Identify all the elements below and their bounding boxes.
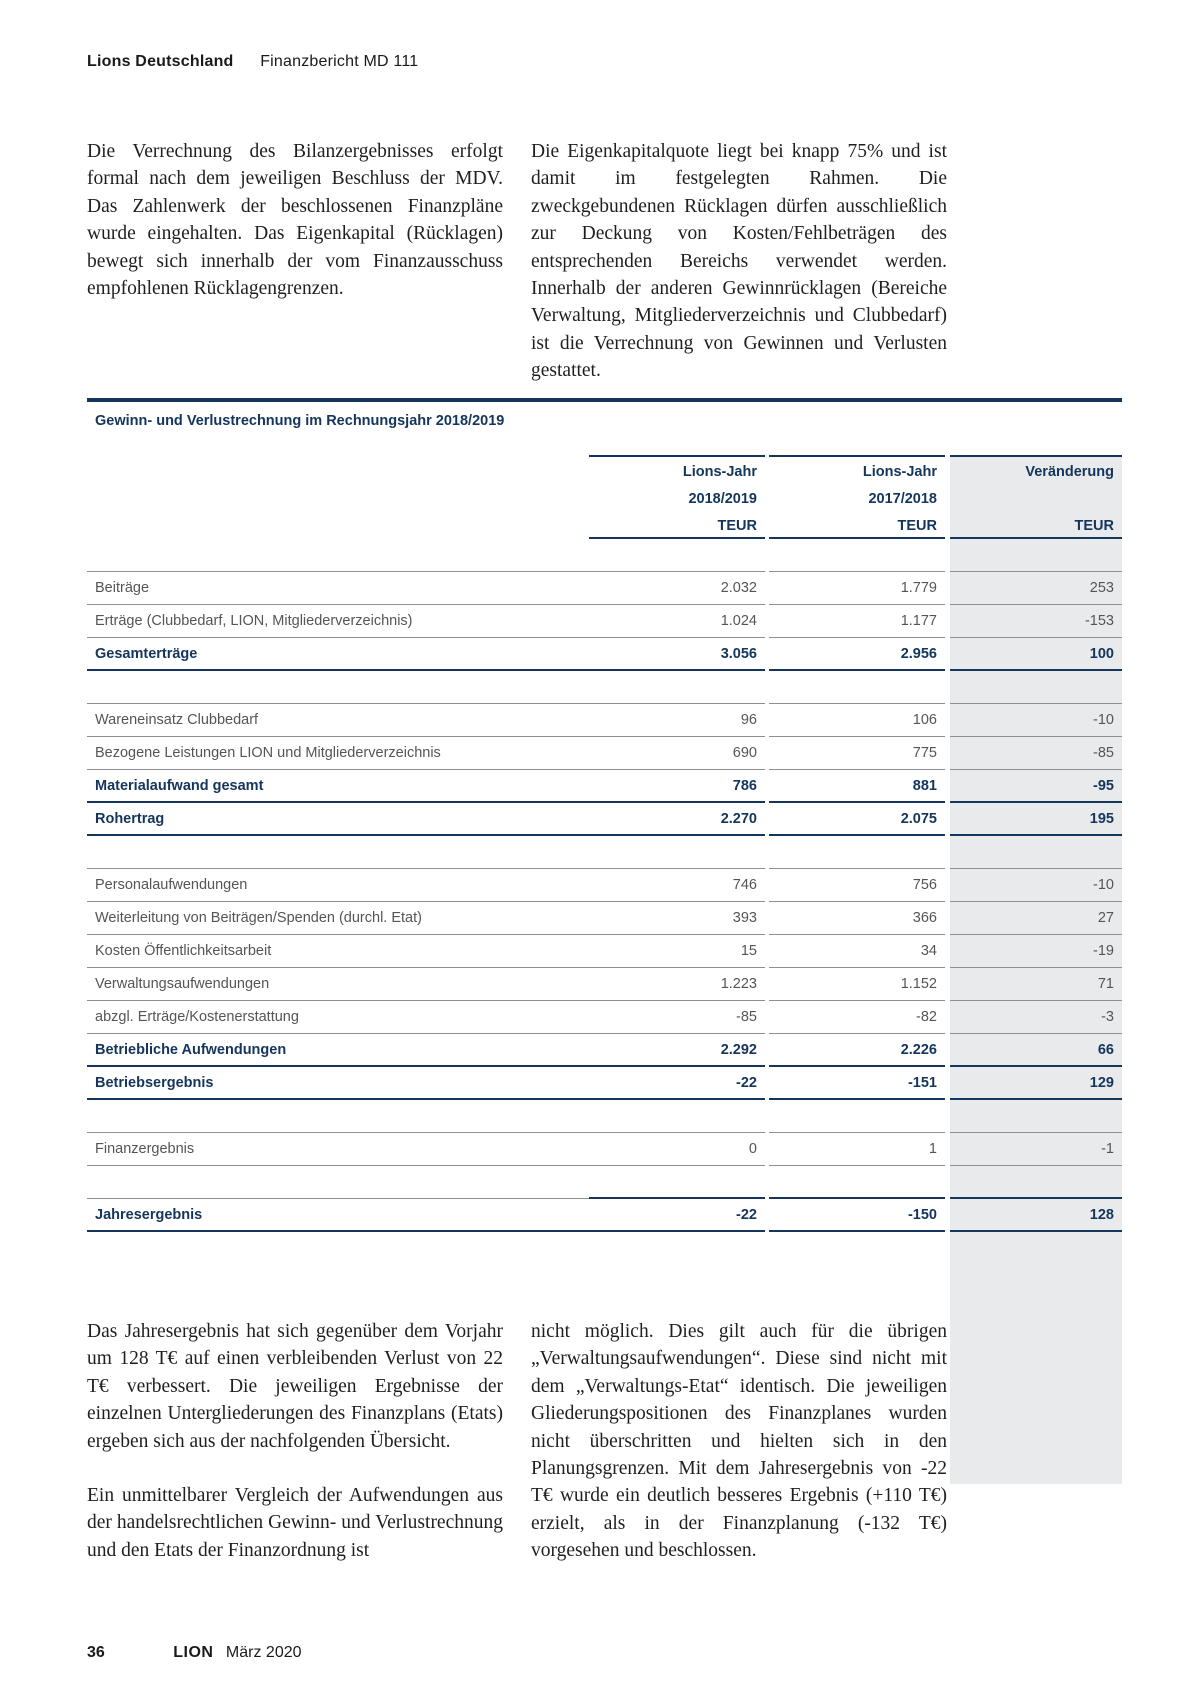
intro-right-text: Die Eigenkapitalquote liegt bei knapp 75% und ist damit im festgelegten Rahmen. Die zweckgebundenen Rücklagen dürfen ausschließlich zur Deckung von Kosten/Fehlbeträgen des entsprechenden Bereichs verwendet werden. Innerhalb der anderen Gewinnrücklagen (Bereiche Verwaltung, Mitgliederverzeichnis und Clubbedarf) ist die Verrechnung von Gewinnen und Verlusten gestattet.: [531, 141, 947, 382]
row-value-2017-2018: 881: [769, 770, 945, 803]
income-statement-table: [87, 398, 1122, 1223]
row-value-2017-2018: 1.177: [769, 605, 945, 638]
row-label: Jahresergebnis: [87, 1199, 589, 1232]
table-row-total: [87, 803, 1122, 836]
row-value-2017-2018: -150: [769, 1199, 945, 1232]
column-header-year: 2018/2019: [688, 491, 757, 507]
row-value-change: 128: [950, 1199, 1122, 1232]
table-row: [87, 968, 1122, 1001]
intro-left-column: [87, 138, 503, 302]
outro-right-column: [531, 1318, 947, 1565]
intro-right-column: [531, 138, 947, 385]
column-header-line: Lions-Jahr: [862, 464, 937, 480]
row-value-2017-2018: 775: [769, 737, 945, 770]
row-value-change: -10: [950, 704, 1122, 737]
outro-left-paragraph-1: Das Jahresergebnis hat sich gegenüber dem Vorjahr um 128 T€ auf einen verbleibenden Verlust von 22 T€ verbessert. Die jeweiligen Ergebnisse der einzelnen Untergliederungen des Finanzplans (Etats) ergeben sich aus der nachfolgenden Übersicht.: [87, 1321, 503, 1452]
row-value-2017-2018: 1: [769, 1133, 945, 1166]
row-label: Erträge (Clubbedarf, LION, Mitgliederverzeichnis): [87, 605, 589, 638]
row-value-2018-2019: -22: [589, 1067, 765, 1100]
table-row: [87, 1133, 1122, 1166]
table-row-total: [87, 1067, 1122, 1100]
table-row: [87, 737, 1122, 770]
row-label: Betriebsergebnis: [87, 1067, 589, 1100]
table-row: [87, 869, 1122, 902]
row-label: Personalaufwendungen: [87, 869, 589, 902]
column-header-year: 2017/2018: [868, 491, 937, 507]
row-value-change: -95: [950, 770, 1122, 803]
column-header-change: [950, 455, 1122, 539]
table-spacer-row: [87, 671, 1122, 704]
row-value-2018-2019: 0: [589, 1133, 765, 1166]
row-value-change: 253: [950, 572, 1122, 605]
outro-left-paragraph-2: Ein unmittelbarer Vergleich der Aufwendungen aus der handelsrechtlichen Gewinn- und Verlustrechnung und den Etats der Finanzordnung ist: [87, 1485, 503, 1561]
header-report: Finanzbericht MD 111: [260, 53, 419, 70]
row-value-2017-2018: 2.075: [769, 803, 945, 836]
column-header-unit: TEUR: [897, 518, 937, 534]
row-value-2017-2018: 1.152: [769, 968, 945, 1001]
row-value-2018-2019: 96: [589, 704, 765, 737]
row-label: Finanzergebnis: [87, 1133, 589, 1166]
table-row-total: [87, 1199, 1122, 1232]
table-row: [87, 902, 1122, 935]
row-label: Beiträge: [87, 572, 589, 605]
row-value-2017-2018: 1.779: [769, 572, 945, 605]
row-label: Gesamterträge: [87, 638, 589, 671]
intro-left-text: Die Verrechnung des Bilanzergebnisses erfolgt formal nach dem jeweiligen Beschluss der MDV. Das Zahlenwerk der beschlossenen Finanzpläne wurde eingehalten. Das Eigenkapital (Rücklagen) bewegt sich innerhalb der vom Finanzausschuss empfohlenen Rücklagengrenzen.: [87, 141, 503, 300]
table-spacer-row: [87, 836, 1122, 869]
page-header: [87, 53, 418, 71]
row-value-2018-2019: 15: [589, 935, 765, 968]
table-row-total: [87, 770, 1122, 803]
row-value-2018-2019: 1.024: [589, 605, 765, 638]
column-header-year: [950, 486, 1114, 513]
outro-left-column: [87, 1318, 503, 1591]
row-value-2018-2019: 786: [589, 770, 765, 803]
row-value-2018-2019: 2.032: [589, 572, 765, 605]
row-label: Weiterleitung von Beiträgen/Spenden (durchl. Etat): [87, 902, 589, 935]
table-row-total: [87, 1034, 1122, 1067]
row-label: Kosten Öffentlichkeitsarbeit: [87, 935, 589, 968]
row-value-2017-2018: 106: [769, 704, 945, 737]
row-value-2017-2018: 756: [769, 869, 945, 902]
table-row: [87, 572, 1122, 605]
column-header-line: Lions-Jahr: [682, 464, 757, 480]
table-spacer-row: [87, 1166, 1122, 1199]
magazine-name: LION: [173, 1644, 214, 1661]
table-row: [87, 935, 1122, 968]
row-value-change: -19: [950, 935, 1122, 968]
row-value-2017-2018: 34: [769, 935, 945, 968]
table-spacer-row: [87, 539, 1122, 572]
row-value-2018-2019: 746: [589, 869, 765, 902]
row-label: Wareneinsatz Clubbedarf: [87, 704, 589, 737]
outro-right-text: nicht möglich. Dies gilt auch für die übrigen „Verwaltungsaufwendungen“. Diese sind nicht mit dem „Verwaltungs-Etat“ identisch. Die jeweiligen Gliederungspositionen des Finanzplanes wurden nicht überschritten und hielten sich in den Planungsgrenzen. Mit dem Jahresergebnis von -22 T€ wurde ein deutlich besseres Ergebnis (+110 T€) erzielt, als in der Finanzplanung (-132 T€) vorgesehen und beschlossen.: [531, 1321, 947, 1562]
row-value-2017-2018: -151: [769, 1067, 945, 1100]
row-value-2017-2018: 2.956: [769, 638, 945, 671]
column-header-line: Veränderung: [1025, 464, 1114, 480]
column-header-2017-2018: [769, 455, 945, 539]
row-value-2018-2019: 690: [589, 737, 765, 770]
row-value-2018-2019: -85: [589, 1001, 765, 1034]
row-value-change: 195: [950, 803, 1122, 836]
column-header-2018-2019: [589, 455, 765, 539]
row-value-2018-2019: 2.292: [589, 1034, 765, 1067]
row-value-2018-2019: 1.223: [589, 968, 765, 1001]
issue-date: März 2020: [225, 1644, 302, 1661]
row-value-change: -1: [950, 1133, 1122, 1166]
column-header-unit: TEUR: [717, 518, 757, 534]
row-value-change: 129: [950, 1067, 1122, 1100]
page-number: 36: [87, 1644, 105, 1661]
row-label: Materialaufwand gesamt: [87, 770, 589, 803]
table-row: [87, 605, 1122, 638]
row-value-change: 27: [950, 902, 1122, 935]
row-label: Rohertrag: [87, 803, 589, 836]
table-spacer-row: [87, 1100, 1122, 1133]
row-value-2018-2019: -22: [589, 1199, 765, 1232]
table-row: [87, 1001, 1122, 1034]
row-value-2018-2019: 393: [589, 902, 765, 935]
row-value-change: -10: [950, 869, 1122, 902]
row-label: abzgl. Erträge/Kostenerstattung: [87, 1001, 589, 1034]
page-footer: [87, 1644, 302, 1662]
row-value-2017-2018: -82: [769, 1001, 945, 1034]
table-row-total: [87, 638, 1122, 671]
table-title: Gewinn- und Verlustrechnung im Rechnungsjahr 2018/2019: [95, 413, 505, 429]
row-label: Verwaltungsaufwendungen: [87, 968, 589, 1001]
row-value-2018-2019: 3.056: [589, 638, 765, 671]
row-label: Bezogene Leistungen LION und Mitgliederverzeichnis: [87, 737, 589, 770]
row-label: Betriebliche Aufwendungen: [87, 1034, 589, 1067]
row-value-2017-2018: 366: [769, 902, 945, 935]
row-value-change: -153: [950, 605, 1122, 638]
row-value-change: 71: [950, 968, 1122, 1001]
row-value-change: 100: [950, 638, 1122, 671]
row-value-2017-2018: 2.226: [769, 1034, 945, 1067]
row-value-change: 66: [950, 1034, 1122, 1067]
header-org: Lions Deutschland: [87, 53, 234, 70]
row-value-2018-2019: 2.270: [589, 803, 765, 836]
table-row: [87, 704, 1122, 737]
row-value-change: -85: [950, 737, 1122, 770]
row-value-change: -3: [950, 1001, 1122, 1034]
column-header-unit: TEUR: [1074, 518, 1114, 534]
